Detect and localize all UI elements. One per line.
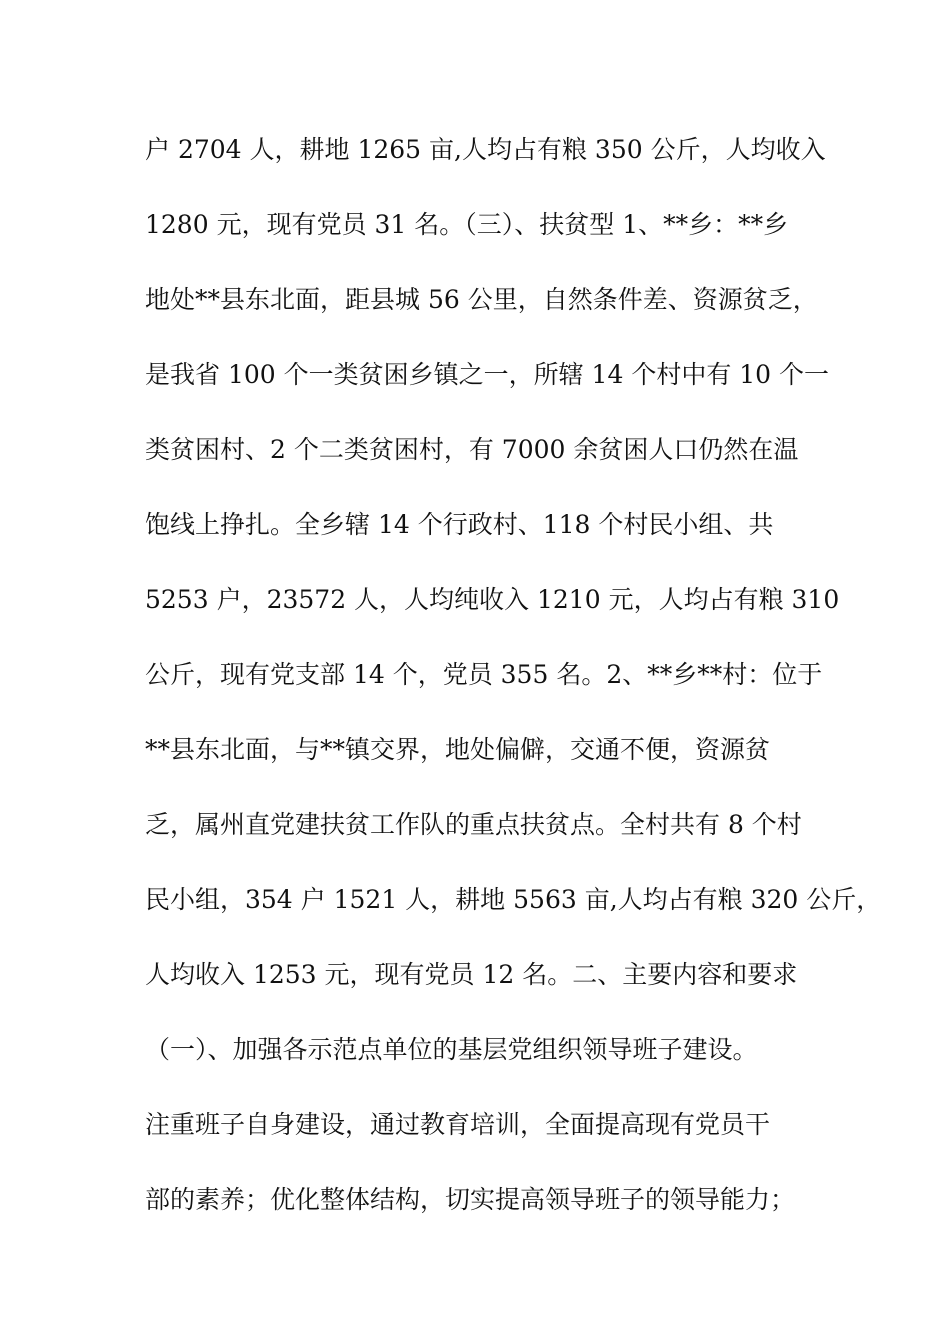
text-line: 人均收入 1253 元，现有党员 12 名。二、主要内容和要求 (145, 960, 798, 989)
text-line: 民小组，354 户 1521 人，耕地 5563 亩,人均占有粮 320 公斤， (145, 885, 882, 914)
text-line: 部的素养；优化整体结构，切实提高领导班子的领导能力； (145, 1185, 796, 1214)
text-line: **县东北面，与**镇交界，地处偏僻，交通不便，资源贫 (145, 735, 771, 764)
text-line: 户 2704 人，耕地 1265 亩,人均占有粮 350 公斤，人均收入 (145, 135, 826, 164)
text-line: 公斤，现有党支部 14 个，党员 355 名。2、**乡**村：位于 (145, 660, 823, 689)
text-line: 5253 户，23572 人，人均纯收入 1210 元，人均占有粮 310 (145, 585, 840, 614)
text-line: 是我省 100 个一类贫困乡镇之一，所辖 14 个村中有 10 个一 (145, 360, 830, 389)
text-line: 地处**县东北面，距县城 56 公里，自然条件差、资源贫乏， (145, 285, 818, 314)
text-line: 1280 元，现有党员 31 名。（三）、扶贫型 1、**乡：**乡 (145, 210, 789, 239)
document-body (145, 128, 882, 1253)
text-line: 注重班子自身建设，通过教育培训，全面提高现有党员干 (145, 1110, 771, 1139)
text-line: （一）、加强各示范点单位的基层党组织领导班子建设。 (145, 1035, 758, 1064)
text-line: 饱线上挣扎。全乡辖 14 个行政村、118 个村民小组、共 (145, 510, 774, 539)
text-line: 乏，属州直党建扶贫工作队的重点扶贫点。全村共有 8 个村 (145, 810, 802, 839)
text-line: 类贫困村、2 个二类贫困村，有 7000 余贫困人口仍然在温 (145, 435, 799, 464)
